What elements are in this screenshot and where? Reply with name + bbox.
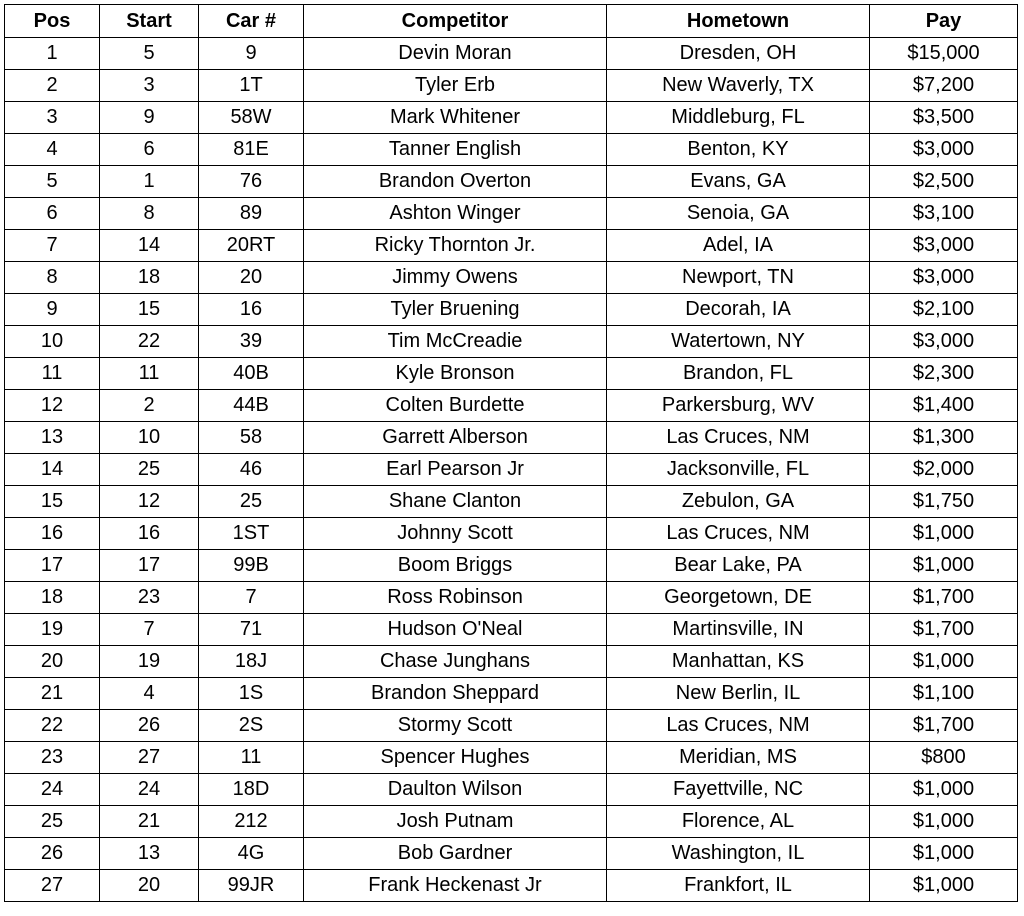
header-pay: Pay: [870, 5, 1018, 38]
cell-start: 9: [100, 102, 199, 134]
cell-start: 16: [100, 518, 199, 550]
table-row: [5, 710, 1018, 742]
table-row: [5, 422, 1018, 454]
cell-competitor: Brandon Sheppard: [304, 678, 607, 710]
table-row: [5, 838, 1018, 870]
cell-competitor: Tim McCreadie: [304, 326, 607, 358]
cell-competitor: Shane Clanton: [304, 486, 607, 518]
table-row: [5, 38, 1018, 70]
header-start: Start: [100, 5, 199, 38]
cell-competitor: Garrett Alberson: [304, 422, 607, 454]
cell-competitor: Brandon Overton: [304, 166, 607, 198]
cell-car-number: 58: [199, 422, 304, 454]
cell-start: 12: [100, 486, 199, 518]
cell-hometown: Georgetown, DE: [607, 582, 870, 614]
cell-pos: 21: [5, 678, 100, 710]
cell-hometown: Benton, KY: [607, 134, 870, 166]
table-row: [5, 166, 1018, 198]
table-row: [5, 326, 1018, 358]
cell-hometown: Bear Lake, PA: [607, 550, 870, 582]
cell-start: 11: [100, 358, 199, 390]
table-row: [5, 550, 1018, 582]
cell-start: 14: [100, 230, 199, 262]
cell-start: 26: [100, 710, 199, 742]
cell-pos: 15: [5, 486, 100, 518]
cell-competitor: Frank Heckenast Jr: [304, 870, 607, 902]
table-row: [5, 806, 1018, 838]
cell-pos: 25: [5, 806, 100, 838]
cell-pay: $2,100: [870, 294, 1018, 326]
cell-start: 1: [100, 166, 199, 198]
cell-hometown: Parkersburg, WV: [607, 390, 870, 422]
cell-hometown: Adel, IA: [607, 230, 870, 262]
table-row: [5, 70, 1018, 102]
cell-competitor: Tyler Erb: [304, 70, 607, 102]
cell-pos: 26: [5, 838, 100, 870]
cell-car-number: 71: [199, 614, 304, 646]
table-row: [5, 102, 1018, 134]
cell-pos: 23: [5, 742, 100, 774]
table-row: [5, 486, 1018, 518]
cell-hometown: Meridian, MS: [607, 742, 870, 774]
table-row: [5, 198, 1018, 230]
cell-competitor: Ricky Thornton Jr.: [304, 230, 607, 262]
cell-car-number: 2S: [199, 710, 304, 742]
cell-hometown: Evans, GA: [607, 166, 870, 198]
cell-start: 13: [100, 838, 199, 870]
cell-start: 23: [100, 582, 199, 614]
cell-competitor: Devin Moran: [304, 38, 607, 70]
cell-pos: 11: [5, 358, 100, 390]
cell-competitor: Stormy Scott: [304, 710, 607, 742]
cell-car-number: 212: [199, 806, 304, 838]
cell-pos: 7: [5, 230, 100, 262]
cell-pos: 1: [5, 38, 100, 70]
cell-hometown: New Waverly, TX: [607, 70, 870, 102]
cell-pos: 9: [5, 294, 100, 326]
cell-start: 15: [100, 294, 199, 326]
cell-hometown: Senoia, GA: [607, 198, 870, 230]
cell-car-number: 89: [199, 198, 304, 230]
cell-competitor: Tanner English: [304, 134, 607, 166]
cell-car-number: 1S: [199, 678, 304, 710]
cell-hometown: Brandon, FL: [607, 358, 870, 390]
table-row: [5, 390, 1018, 422]
cell-pay: $1,000: [870, 646, 1018, 678]
cell-start: 21: [100, 806, 199, 838]
cell-pay: $1,750: [870, 486, 1018, 518]
cell-pay: $1,000: [870, 518, 1018, 550]
cell-pay: $15,000: [870, 38, 1018, 70]
cell-pos: 5: [5, 166, 100, 198]
cell-competitor: Boom Briggs: [304, 550, 607, 582]
cell-car-number: 76: [199, 166, 304, 198]
cell-start: 2: [100, 390, 199, 422]
cell-pos: 27: [5, 870, 100, 902]
cell-car-number: 1ST: [199, 518, 304, 550]
table-row: [5, 678, 1018, 710]
cell-pos: 10: [5, 326, 100, 358]
cell-competitor: Spencer Hughes: [304, 742, 607, 774]
cell-competitor: Tyler Bruening: [304, 294, 607, 326]
cell-pay: $1,300: [870, 422, 1018, 454]
table-body: [5, 38, 1018, 902]
cell-pos: 12: [5, 390, 100, 422]
table-row: [5, 518, 1018, 550]
cell-car-number: 39: [199, 326, 304, 358]
cell-car-number: 20RT: [199, 230, 304, 262]
cell-pay: $2,500: [870, 166, 1018, 198]
cell-pay: $1,100: [870, 678, 1018, 710]
cell-car-number: 58W: [199, 102, 304, 134]
table-row: [5, 134, 1018, 166]
cell-car-number: 99B: [199, 550, 304, 582]
cell-hometown: Frankfort, IL: [607, 870, 870, 902]
table-row: [5, 262, 1018, 294]
cell-hometown: Dresden, OH: [607, 38, 870, 70]
cell-car-number: 20: [199, 262, 304, 294]
cell-pay: $1,000: [870, 806, 1018, 838]
cell-start: 18: [100, 262, 199, 294]
cell-competitor: Chase Junghans: [304, 646, 607, 678]
cell-pos: 20: [5, 646, 100, 678]
cell-pos: 19: [5, 614, 100, 646]
cell-pay: $1,700: [870, 710, 1018, 742]
cell-car-number: 18D: [199, 774, 304, 806]
cell-hometown: Fayettville, NC: [607, 774, 870, 806]
cell-pay: $1,000: [870, 838, 1018, 870]
table-header: [5, 5, 1018, 38]
cell-pay: $1,700: [870, 614, 1018, 646]
cell-start: 20: [100, 870, 199, 902]
cell-pay: $1,400: [870, 390, 1018, 422]
cell-pos: 8: [5, 262, 100, 294]
cell-start: 3: [100, 70, 199, 102]
cell-hometown: Las Cruces, NM: [607, 518, 870, 550]
cell-pos: 4: [5, 134, 100, 166]
cell-pay: $3,000: [870, 326, 1018, 358]
cell-pos: 24: [5, 774, 100, 806]
table-row: [5, 870, 1018, 902]
cell-competitor: Kyle Bronson: [304, 358, 607, 390]
cell-competitor: Hudson O'Neal: [304, 614, 607, 646]
cell-hometown: Manhattan, KS: [607, 646, 870, 678]
cell-competitor: Josh Putnam: [304, 806, 607, 838]
table-row: [5, 358, 1018, 390]
cell-competitor: Bob Gardner: [304, 838, 607, 870]
cell-pay: $3,500: [870, 102, 1018, 134]
cell-hometown: Middleburg, FL: [607, 102, 870, 134]
cell-car-number: 1T: [199, 70, 304, 102]
table-row: [5, 646, 1018, 678]
cell-pos: 16: [5, 518, 100, 550]
cell-start: 5: [100, 38, 199, 70]
cell-pay: $3,100: [870, 198, 1018, 230]
cell-hometown: New Berlin, IL: [607, 678, 870, 710]
cell-pay: $3,000: [870, 262, 1018, 294]
cell-start: 24: [100, 774, 199, 806]
cell-competitor: Mark Whitener: [304, 102, 607, 134]
cell-hometown: Washington, IL: [607, 838, 870, 870]
table-row: [5, 582, 1018, 614]
header-car-number: Car #: [199, 5, 304, 38]
cell-car-number: 40B: [199, 358, 304, 390]
cell-start: 27: [100, 742, 199, 774]
cell-pos: 2: [5, 70, 100, 102]
cell-pay: $1,000: [870, 870, 1018, 902]
cell-car-number: 18J: [199, 646, 304, 678]
cell-pos: 13: [5, 422, 100, 454]
cell-start: 8: [100, 198, 199, 230]
header-pos: Pos: [5, 5, 100, 38]
cell-start: 22: [100, 326, 199, 358]
cell-car-number: 81E: [199, 134, 304, 166]
cell-car-number: 11: [199, 742, 304, 774]
cell-pay: $2,000: [870, 454, 1018, 486]
cell-pay: $3,000: [870, 134, 1018, 166]
table-row: [5, 614, 1018, 646]
header-competitor: Competitor: [304, 5, 607, 38]
cell-competitor: Johnny Scott: [304, 518, 607, 550]
cell-car-number: 44B: [199, 390, 304, 422]
cell-car-number: 4G: [199, 838, 304, 870]
cell-pay: $800: [870, 742, 1018, 774]
cell-hometown: Zebulon, GA: [607, 486, 870, 518]
cell-pay: $3,000: [870, 230, 1018, 262]
cell-competitor: Ashton Winger: [304, 198, 607, 230]
cell-competitor: Earl Pearson Jr: [304, 454, 607, 486]
cell-start: 19: [100, 646, 199, 678]
cell-start: 17: [100, 550, 199, 582]
table-row: [5, 230, 1018, 262]
cell-pay: $2,300: [870, 358, 1018, 390]
header-row: [5, 5, 1018, 38]
cell-competitor: Daulton Wilson: [304, 774, 607, 806]
cell-car-number: 25: [199, 486, 304, 518]
cell-start: 4: [100, 678, 199, 710]
cell-hometown: Watertown, NY: [607, 326, 870, 358]
results-table: [4, 4, 1018, 902]
table-row: [5, 742, 1018, 774]
cell-hometown: Newport, TN: [607, 262, 870, 294]
cell-hometown: Las Cruces, NM: [607, 710, 870, 742]
cell-competitor: Colten Burdette: [304, 390, 607, 422]
table-row: [5, 774, 1018, 806]
cell-competitor: Ross Robinson: [304, 582, 607, 614]
cell-car-number: 99JR: [199, 870, 304, 902]
cell-hometown: Las Cruces, NM: [607, 422, 870, 454]
cell-pay: $1,700: [870, 582, 1018, 614]
cell-pay: $1,000: [870, 550, 1018, 582]
cell-hometown: Martinsville, IN: [607, 614, 870, 646]
cell-hometown: Florence, AL: [607, 806, 870, 838]
cell-hometown: Decorah, IA: [607, 294, 870, 326]
cell-pos: 17: [5, 550, 100, 582]
cell-pay: $1,000: [870, 774, 1018, 806]
cell-pos: 18: [5, 582, 100, 614]
table-row: [5, 294, 1018, 326]
cell-pos: 6: [5, 198, 100, 230]
table-row: [5, 454, 1018, 486]
cell-pay: $7,200: [870, 70, 1018, 102]
cell-start: 25: [100, 454, 199, 486]
cell-start: 6: [100, 134, 199, 166]
cell-hometown: Jacksonville, FL: [607, 454, 870, 486]
cell-pos: 22: [5, 710, 100, 742]
cell-car-number: 16: [199, 294, 304, 326]
cell-pos: 14: [5, 454, 100, 486]
cell-start: 7: [100, 614, 199, 646]
cell-car-number: 46: [199, 454, 304, 486]
cell-car-number: 7: [199, 582, 304, 614]
cell-competitor: Jimmy Owens: [304, 262, 607, 294]
header-hometown: Hometown: [607, 5, 870, 38]
cell-start: 10: [100, 422, 199, 454]
cell-car-number: 9: [199, 38, 304, 70]
cell-pos: 3: [5, 102, 100, 134]
